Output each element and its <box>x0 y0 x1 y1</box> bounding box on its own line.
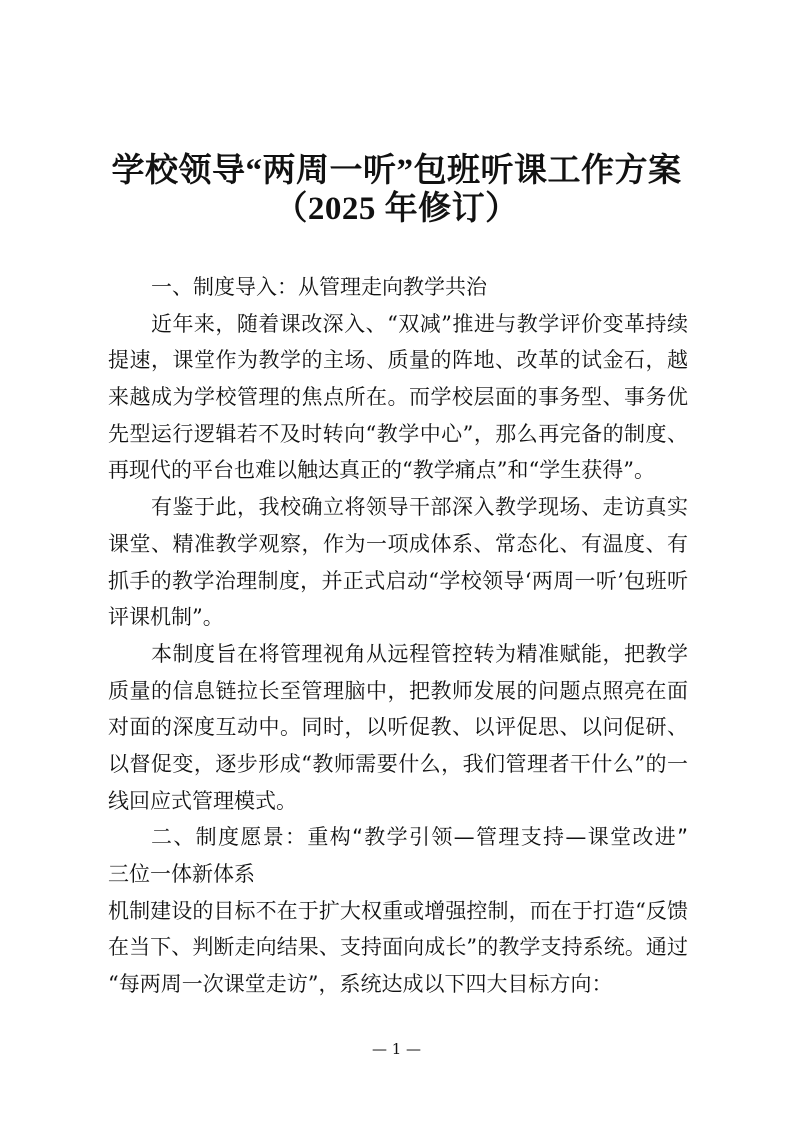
paragraph-line: 对面的深度互动中。同时，以听促教、以评促思、以问促研、 <box>108 715 688 740</box>
paragraph-line: 在当下、判断走向结果、支持面向成长”的教学支持系统。通过 <box>108 935 688 960</box>
paragraph-line: “每两周一次课堂走访”，系统达成以下四大目标方向： <box>108 972 613 997</box>
paragraph-line: 本制度旨在将管理视角从远程管控转为精准赋能，把教学 <box>151 641 688 666</box>
document-title: 学校领导“两周一听”包班听课工作方案 <box>111 153 682 189</box>
paragraph-line: 评课机制”。 <box>108 605 224 630</box>
section-heading-line: 二、制度愿景：重构“教学引领—管理支持—课堂改进” <box>151 825 688 850</box>
paragraph-line: 提速，课堂作为教学的主场、质量的阵地、改革的试金石，越 <box>108 348 688 373</box>
paragraph-line: 先型运行逻辑若不及时转向“教学中心”，那么再完备的制度、 <box>108 421 688 446</box>
paragraph-line: 抓手的教学治理制度，并正式启动“学校领导‘两周一听’包班听 <box>108 568 688 593</box>
paragraph-line: 质量的信息链拉长至管理脑中，把教师发展的问题点照亮在面 <box>108 678 688 703</box>
section-heading-line: 三位一体新体系 <box>108 862 255 886</box>
paragraph-line: 有鉴于此，我校确立将领导干部深入教学现场、走访真实 <box>151 495 688 520</box>
document-subtitle: （2025 年修订） <box>274 191 519 227</box>
paragraph-line: 来越成为学校管理的焦点所在。而学校层面的事务型、事务优 <box>108 385 688 410</box>
document-body <box>108 269 688 1003</box>
paragraph-line: 以督促变，逐步形成“教师需要什么，我们管理者干什么”的一 <box>108 751 688 776</box>
page-number: — 1 — <box>371 1040 422 1058</box>
paragraph-line: 近年来，随着课改深入、“双减”推进与教学评价变革持续 <box>151 311 688 336</box>
paragraph-line: 线回应式管理模式。 <box>108 788 297 813</box>
paragraph-line: 再现代的平台也难以触达真正的“教学痛点”和“学生获得”。 <box>108 458 655 483</box>
paragraph-line: 机制建设的目标不在于扩大权重或增强控制，而在于打造“反馈 <box>108 898 688 923</box>
section-heading-line: 一、制度导入：从管理走向教学共治 <box>151 275 487 299</box>
paragraph-line: 课堂、精准教学观察，作为一项成体系、常态化、有温度、有 <box>108 531 688 556</box>
